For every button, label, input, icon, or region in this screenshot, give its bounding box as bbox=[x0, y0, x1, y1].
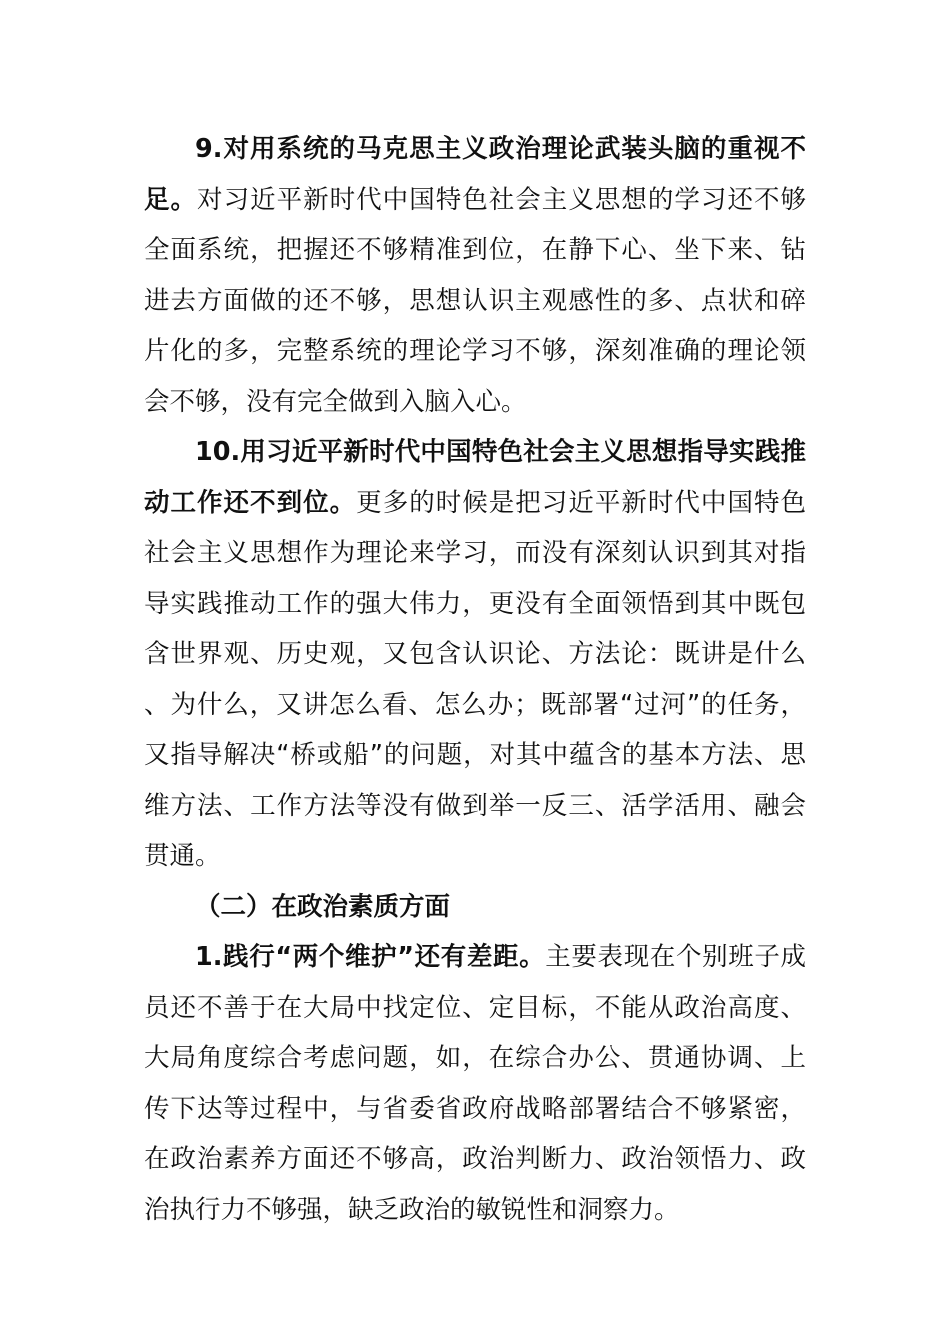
document-body bbox=[144, 124, 806, 1235]
paragraph-10-text: 更多的时候是把习近平新时代中国特色社会主义思想作为理论来学习，而没有深刻认识到其对指导实践推动工作的强大伟力，更没有全面领悟到其中既包含世界观、历史观，又包含认识论、方法论：既讲是什么、为什么，又讲怎么看、怎么办；既部署“过河”的任务，又指导解决“桥或船”的问题，对其中蕴含的基本方法、思维方法、工作方法等没有做到举一反三、活学活用、融会贯通。 bbox=[144, 487, 806, 871]
section-heading: （二）在政治素质方面 bbox=[195, 891, 451, 922]
paragraph-10 bbox=[144, 427, 806, 882]
paragraph-9 bbox=[144, 124, 806, 427]
paragraph-1 bbox=[144, 932, 806, 1235]
paragraph-9-title: 9.对用系统的马克思主义政治理论武装头脑的重视不足。 bbox=[144, 134, 806, 215]
paragraph-1-title: 1.践行“两个维护”还有差距。 bbox=[195, 942, 546, 972]
paragraph-9-text: 对习近平新时代中国特色社会主义思想的学习还不够全面系统，把握还不够精准到位，在静下心、坐下来、钻进去方面做的还不够，思想认识主观感性的多、点状和碎片化的多，完整系统的理论学习不够，深刻准确的理论领会不够，没有完全做到入脑入心。 bbox=[144, 184, 806, 417]
paragraph-1-text: 主要表现在个别班子成员还不善于在大局中找定位、定目标，不能从政治高度、大局角度综合考虑问题，如，在综合办公、贯通协调、上传下达等过程中，与省委省政府战略部署结合不够紧密，在政治素养方面还不够高，政治判断力、政治领悟力、政治执行力不够强，缺乏政治的敏锐性和洞察力。 bbox=[144, 942, 806, 1225]
paragraph-10-title: 10.用习近平新时代中国特色社会主义思想指导实践推动工作还不到位。 bbox=[144, 437, 806, 518]
